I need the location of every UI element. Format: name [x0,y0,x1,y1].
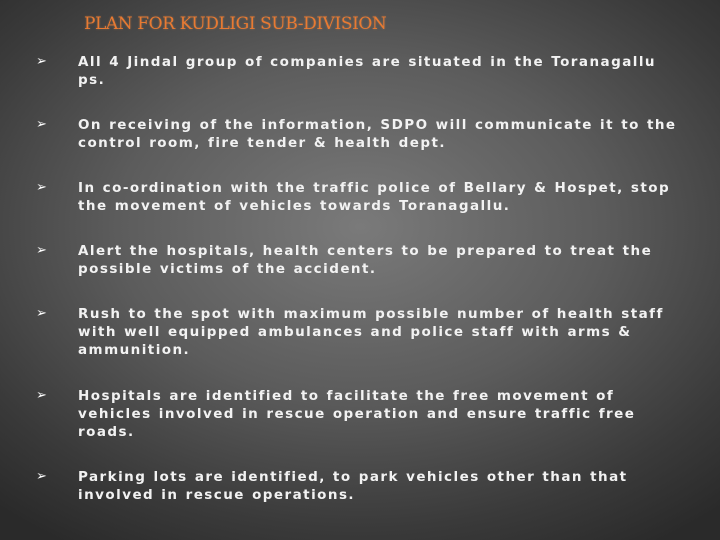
bullet-text: On receiving of the information, SDPO will communicate it to the control room, fire tender & health dept. [78,117,677,151]
arrow-bullet-icon: ➢ [36,54,47,69]
arrow-bullet-icon: ➢ [36,469,47,484]
arrow-bullet-icon: ➢ [36,180,47,195]
bullet-text: Parking lots are identified, to park vehicles other than that involved in rescue operations. [78,469,628,503]
arrow-bullet-icon: ➢ [36,117,47,132]
bullet-text: All 4 Jindal group of companies are situated in the Toranagallu ps. [78,54,656,88]
bullet-text: Hospitals are identified to facilitate the free movement of vehicles involved in rescue operation and ensure traffic free roads. [78,388,636,440]
bullet-text: In co-ordination with the traffic police of Bellary & Hospet, stop the movement of vehicles towards Toranagallu. [78,180,671,214]
bullet-text: Rush to the spot with maximum possible number of health staff with well equipped ambulances and police staff with arms & ammunition. [78,306,664,358]
arrow-bullet-icon: ➢ [36,388,47,403]
slide-title: PLAN FOR KUDLIGI SUB-DIVISION [84,14,387,34]
arrow-bullet-icon: ➢ [36,306,47,321]
bullet-text: Alert the hospitals, health centers to be prepared to treat the possible victims of the accident. [78,243,653,277]
arrow-bullet-icon: ➢ [36,243,47,258]
